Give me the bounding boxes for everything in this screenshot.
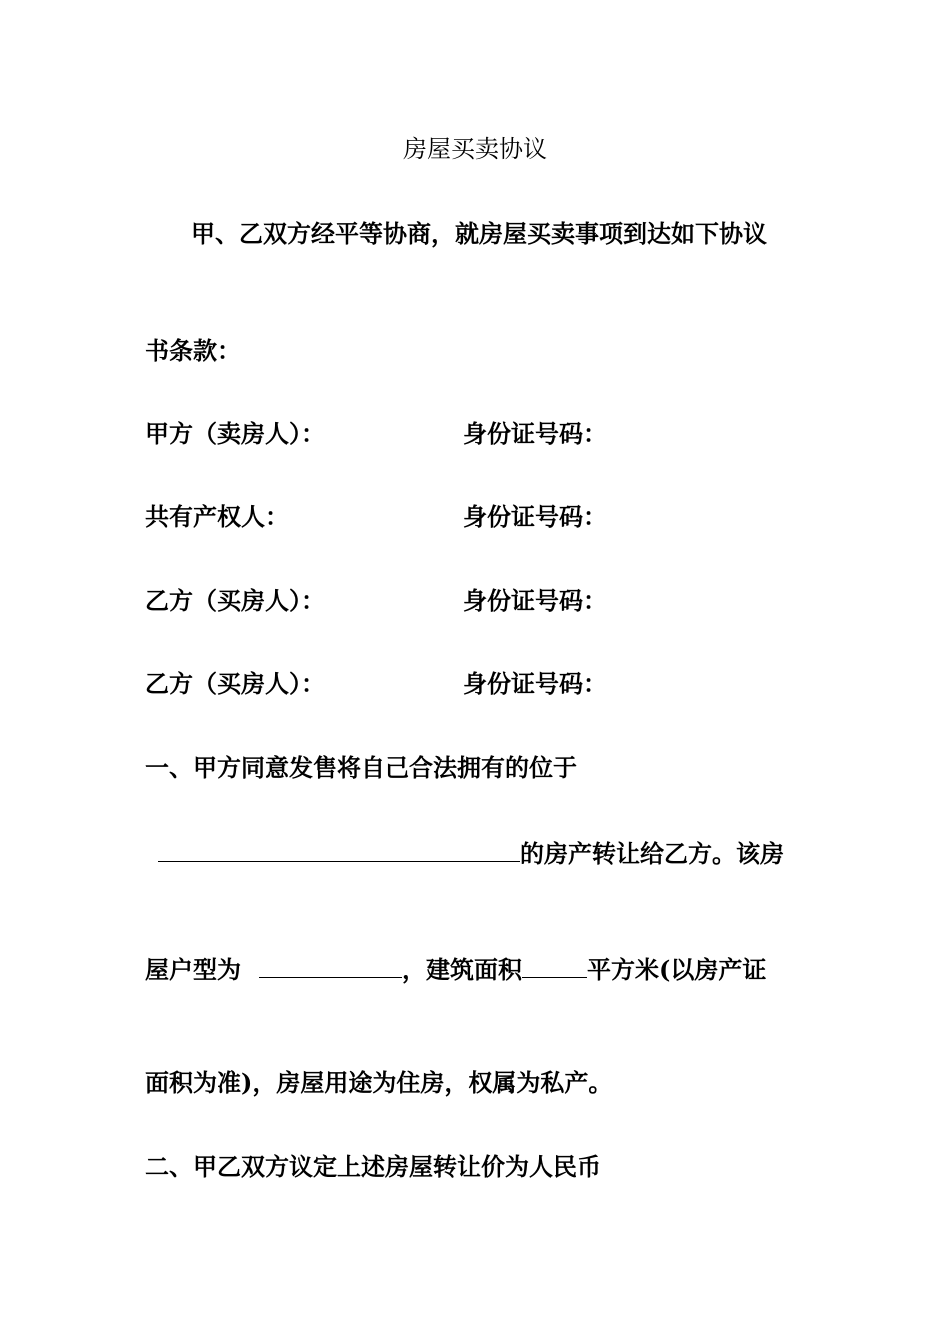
clause-1-line-1: 一、甲方同意发售将自己合法拥有的位于 xyxy=(145,753,577,782)
party-label-seller: 甲方（卖房人）： xyxy=(145,419,325,448)
document-title: 房屋买卖协议 xyxy=(403,135,547,163)
party-id-label-buyer-1: 身份证号码： xyxy=(463,586,607,615)
party-id-label-seller: 身份证号码： xyxy=(463,419,607,448)
clause-1-line-3 xyxy=(145,953,766,985)
clause-2-line-1: 二、甲乙双方议定上述房屋转让价为人民币 xyxy=(145,1152,601,1181)
area-blank xyxy=(522,953,587,978)
party-id-label-buyer-2: 身份证号码： xyxy=(463,669,607,698)
layout-blank xyxy=(259,953,402,978)
party-id-label-co-owner: 身份证号码： xyxy=(463,502,607,531)
address-blank xyxy=(158,837,520,862)
intro-line-1: 甲、乙双方经平等协商，就房屋买卖事项到达如下协议 xyxy=(191,219,767,248)
layout-prefix: 屋户型为 xyxy=(145,955,241,984)
party-label-co-owner: 共有产权人： xyxy=(145,502,289,531)
clause-1-line-4: 面积为准)，房屋用途为住房，权属为私产。 xyxy=(145,1068,613,1097)
area-suffix: 平方米(以房产证 xyxy=(587,955,767,984)
area-prefix: ，建筑面积 xyxy=(402,955,522,984)
clause-1-line-2 xyxy=(158,837,784,869)
party-label-buyer-1: 乙方（买房人）： xyxy=(145,586,325,615)
party-label-buyer-2: 乙方（买房人）： xyxy=(145,669,325,698)
intro-line-2: 书条款： xyxy=(145,336,241,365)
clause-1-line-2-text: 的房产转让给乙方。该房 xyxy=(520,839,784,868)
